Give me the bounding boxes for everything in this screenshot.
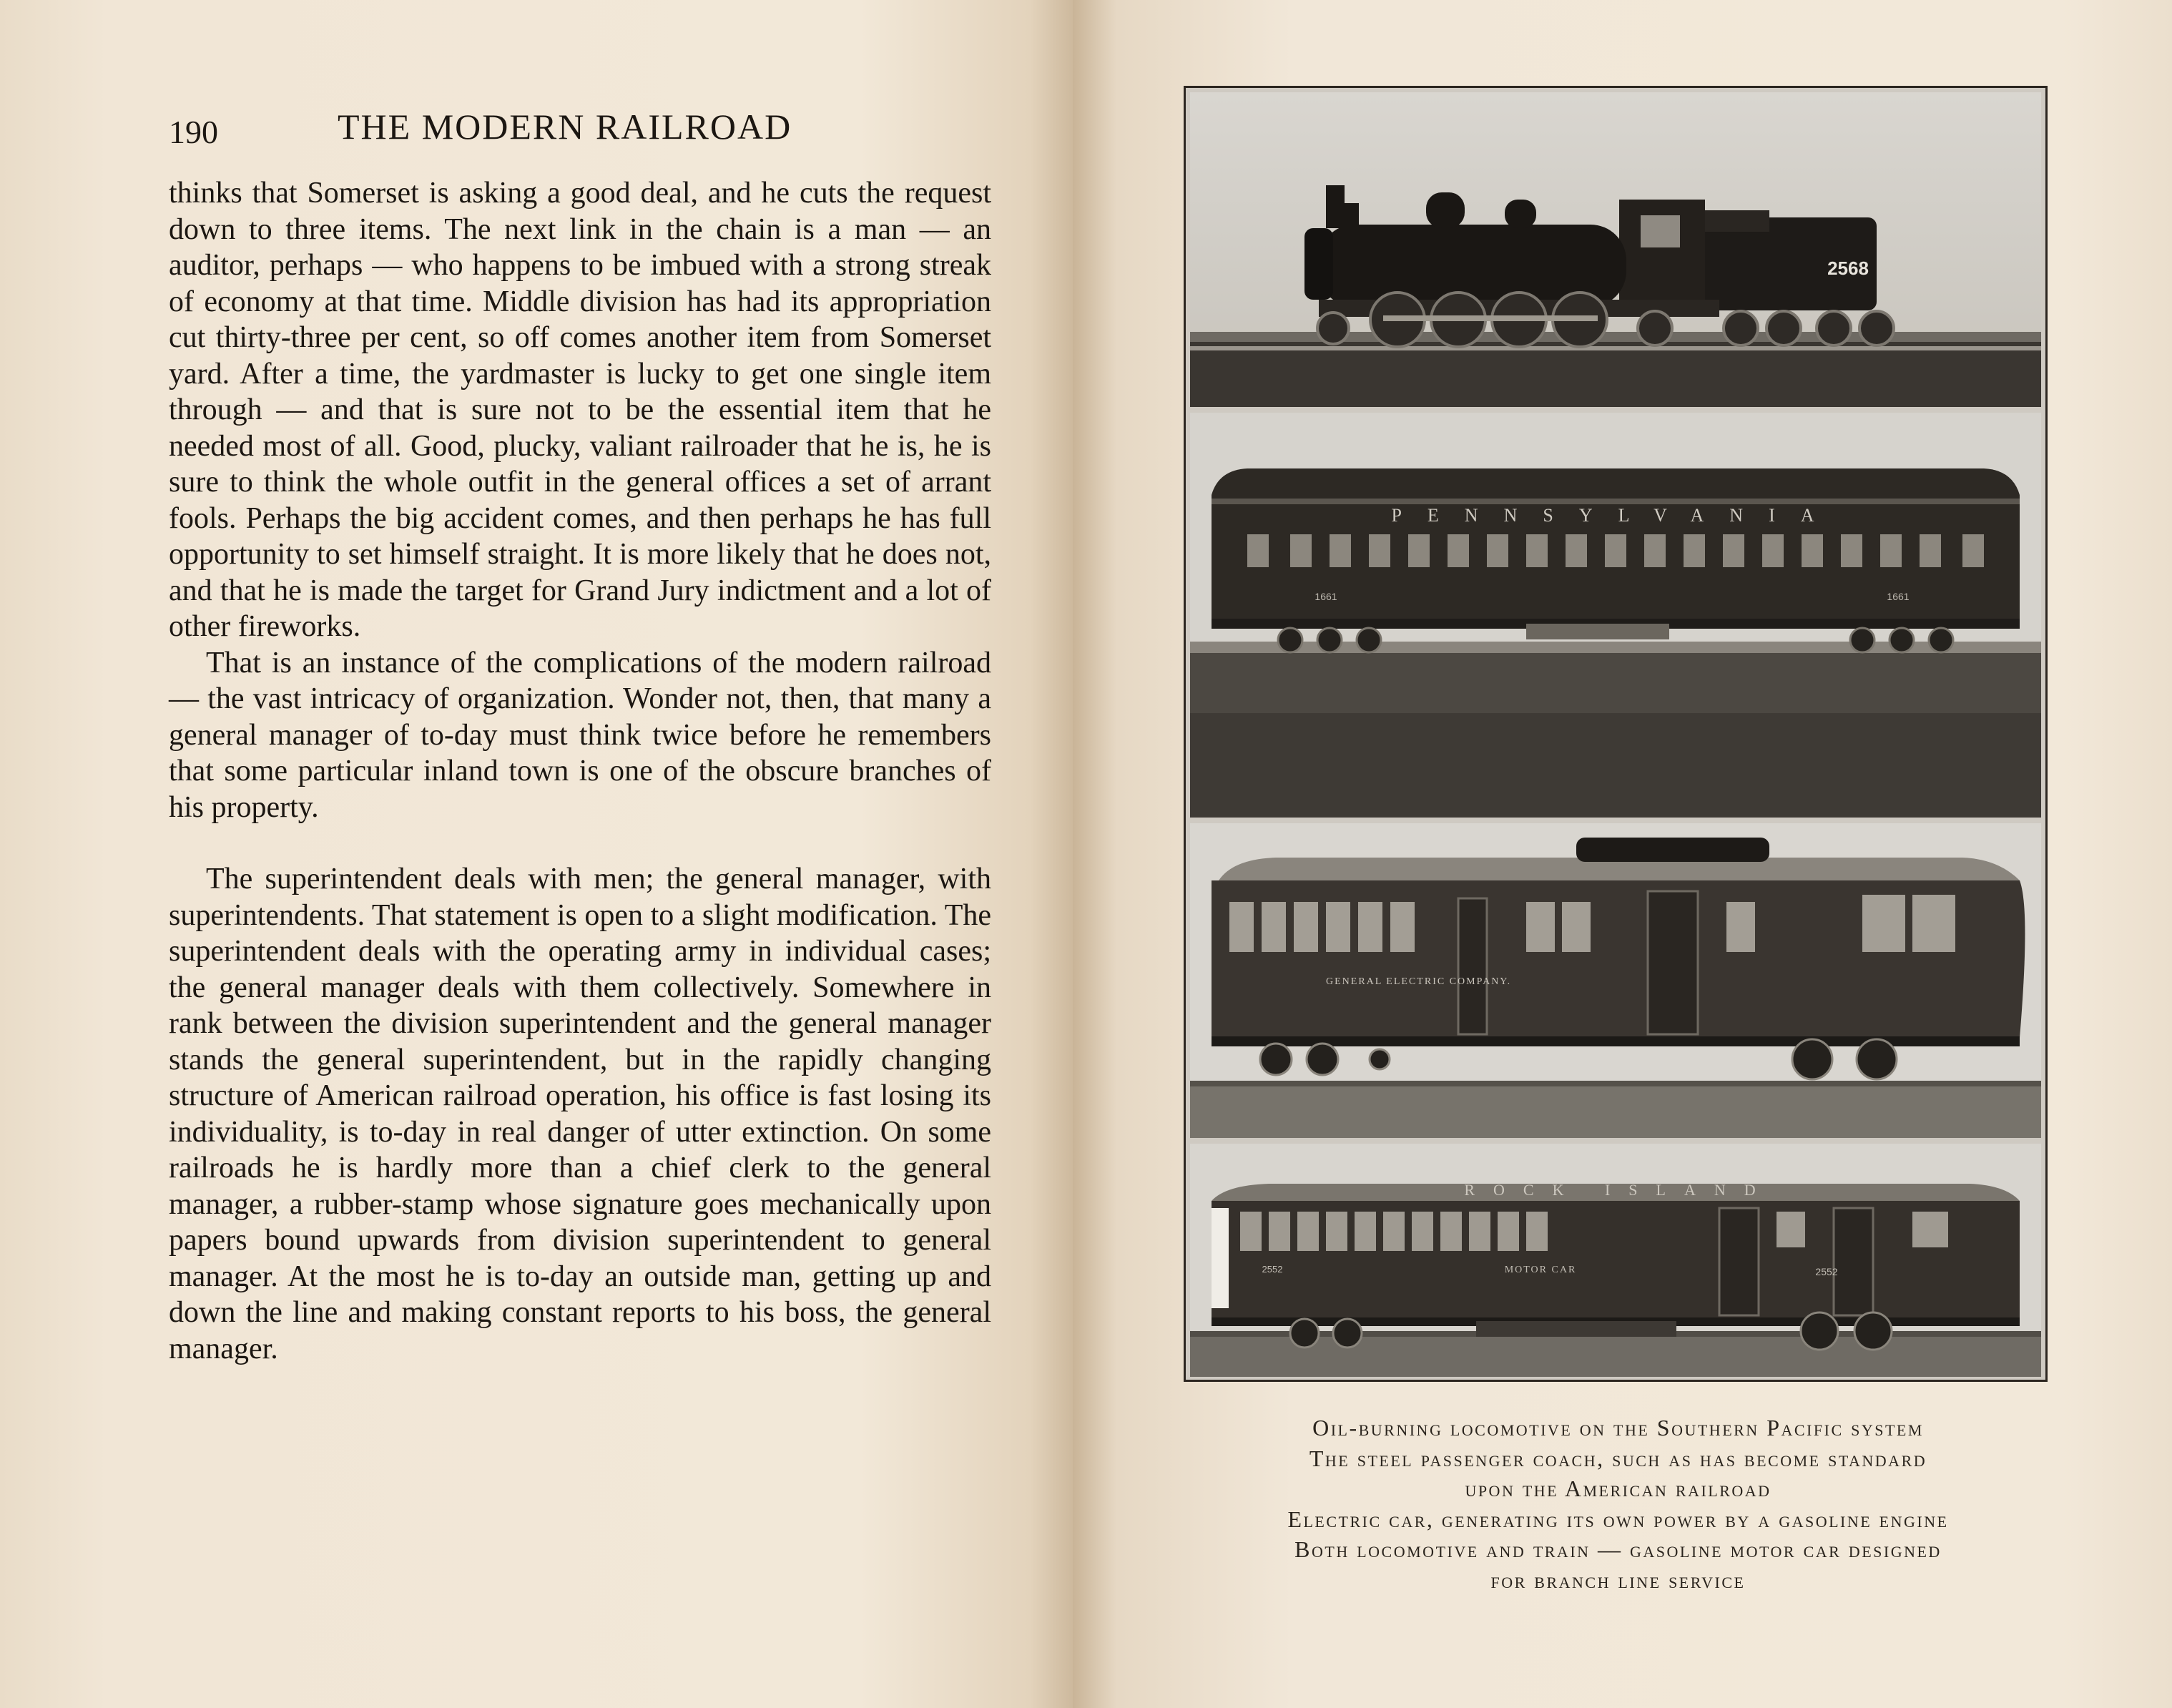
coach-number-left: 1661 <box>1314 591 1337 602</box>
left-page <box>0 0 1073 1708</box>
running-head <box>169 100 998 157</box>
plate-caption <box>1180 1413 2056 1595</box>
motor-car-label: MOTOR CAR <box>1504 1265 1577 1275</box>
motor-car-number-right: 2552 <box>1815 1266 1838 1277</box>
paragraph: That is an instance of the complications of the modern railroad — the vast intricacy of organization. Wonder not, then, that many a general manager of to-day must think twice before he remembers that some particular inland town is one of the obscure branches of his property. <box>169 646 991 824</box>
caption-line: Both locomotive and train — gasoline motor car designed <box>1294 1536 1942 1562</box>
caption-line: The steel passenger coach, such as has become standard <box>1309 1445 1927 1471</box>
coach-lettering: PENNSYLVANIA <box>1391 505 1840 526</box>
caption-line: Electric car, generating its own power by a gasoline engine <box>1287 1506 1949 1532</box>
paragraph: thinks that Somerset is asking a good deal, and he cuts the request down to three items. The next link in the chain is a man — an auditor, perhaps — who happens to be imbued with a strong streak of economy at that time. Middle division has had its appropriation cut thirty-three per cent, so off comes another item from Somerset yard. After a time, the yardmaster is lucky to get one single item through — and that is sure not to be the essential item that he needed most of all. Good, plucky, valiant railroader that he is, he is sure to think the whole outfit in the general offices a set of arrant fools. Perhaps the big accident comes, and then perhaps he has full opportunity to set himself straight. It is more likely that he does not, and that he is made the target for Grand Jury indictment and a lot of other fireworks. <box>169 177 991 643</box>
caption-line: Oil-burning locomotive on the Southern Pacific system <box>1312 1415 1924 1440</box>
motor-car-number-left: 2552 <box>1262 1264 1283 1275</box>
locomotive-number: 2568 <box>1827 257 1869 279</box>
page-number: 190 <box>169 114 218 150</box>
coach-photo <box>1190 413 2041 818</box>
coach-number-right: 1661 <box>1887 591 1910 602</box>
photo-plate <box>1184 86 2048 1382</box>
locomotive-photo <box>1190 92 2041 407</box>
running-title: THE MODERN RAILROAD <box>338 107 792 147</box>
motor-car-photo <box>1190 1144 2041 1377</box>
electric-car-lettering: GENERAL ELECTRIC COMPANY. <box>1326 976 1512 987</box>
paragraph: The superintendent deals with men; the general manager, with superintendents. That statement is open to a slight modification. The superintendent deals with the operating army in individual cases; the general manager deals with them collectively. Somewhere in rank between the division superintendent and the general manager stands the general superintendent, but in the rapidly changing structure of American railroad operation, his office is fast losing its individuality, is to-day in real danger of utter extinction. On some railroads he is hardly more than a chief clerk to the general manager, a rubber-stamp whose signature goes mechanically upon papers bound upwards from division superintendent to general manager. At the most he is to-day an outside man, getting up and down the line and making constant reports to his boss, the general manager. <box>169 863 991 1365</box>
electric-car-photo <box>1190 823 2041 1138</box>
caption-line: upon the American railroad <box>1465 1476 1771 1501</box>
caption-line: for branch line service <box>1490 1566 1746 1593</box>
body-text <box>169 175 991 1367</box>
motor-car-lettering: ROCK ISLAND <box>1464 1181 1774 1199</box>
